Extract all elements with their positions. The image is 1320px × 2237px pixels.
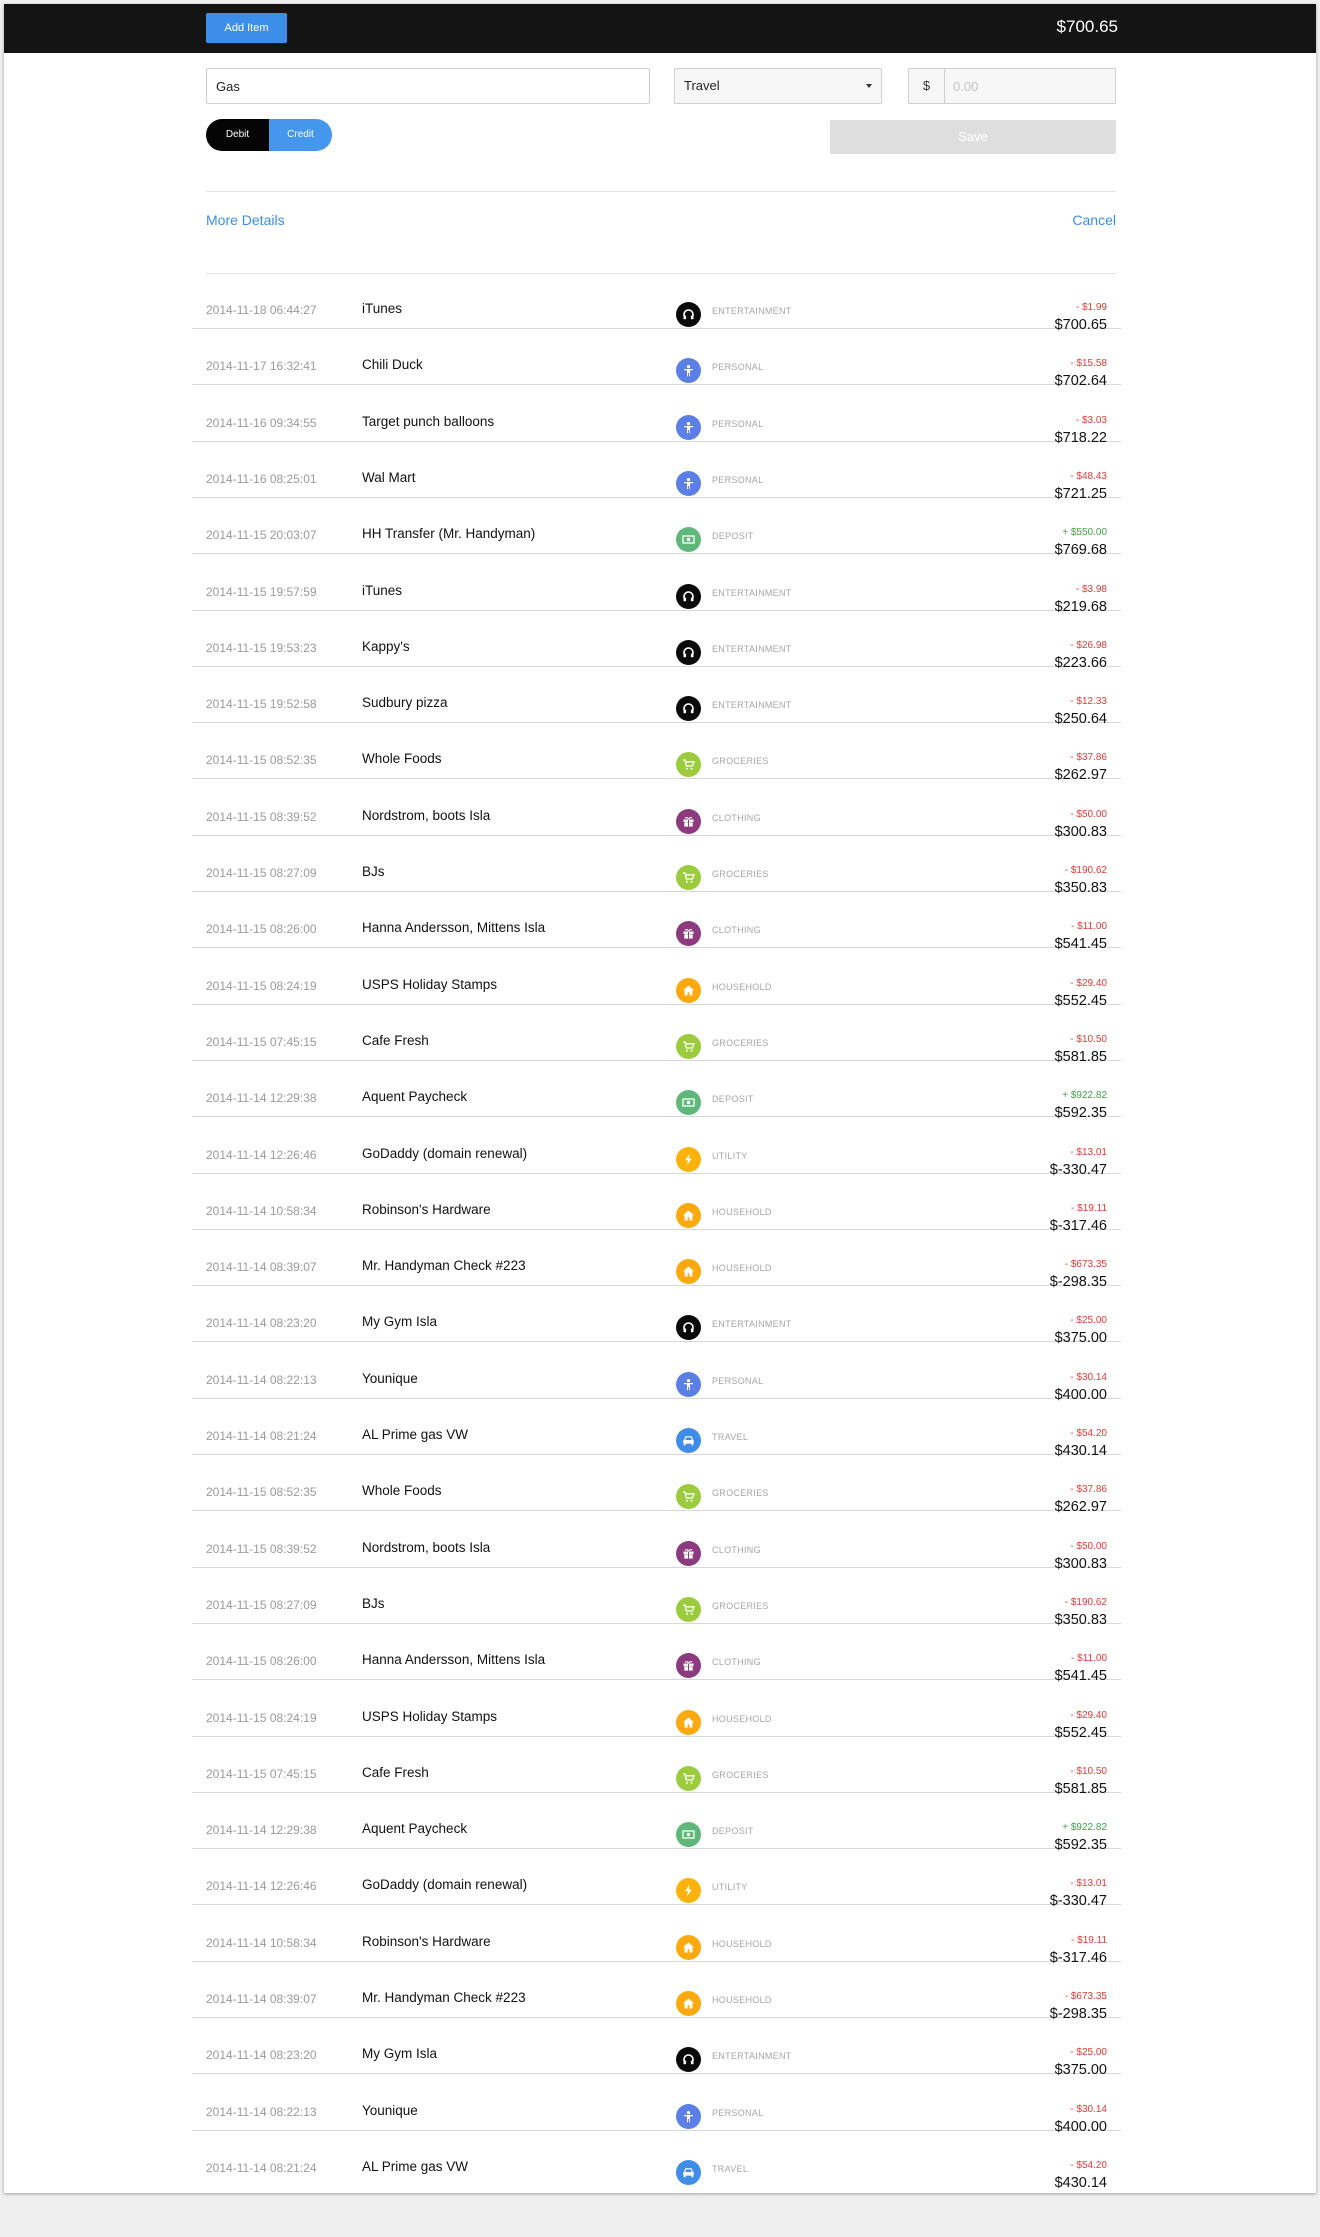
transaction-date: 2014-11-16 08:25:01 xyxy=(206,471,317,486)
debit-credit-toggle[interactable] xyxy=(206,119,332,151)
transaction-amount: - $50.00 xyxy=(1070,1540,1107,1552)
current-balance: $700.65 xyxy=(1056,17,1118,36)
transaction-date: 2014-11-15 07:45:15 xyxy=(206,1766,317,1781)
transaction-row[interactable] xyxy=(192,667,1121,728)
transaction-amount: - $1.99 xyxy=(1075,302,1107,313)
transaction-category: HOUSEHOLD xyxy=(712,1713,772,1724)
cart-icon xyxy=(676,1484,701,1509)
transaction-date: 2014-11-15 08:27:09 xyxy=(206,866,317,880)
transaction-date: 2014-11-17 16:32:41 xyxy=(206,359,317,374)
transaction-date: 2014-11-14 08:39:07 xyxy=(206,1260,317,1275)
running-balance: $702.64 xyxy=(1054,373,1107,390)
transaction-amount: - $13.01 xyxy=(1070,1146,1107,1158)
currency-addon: $ xyxy=(908,68,944,104)
transaction-row[interactable] xyxy=(192,1230,1121,1291)
transaction-description: Whole Foods xyxy=(362,1483,442,1499)
running-balance: $-330.47 xyxy=(1049,1893,1107,1910)
running-balance: $219.68 xyxy=(1054,598,1107,615)
transaction-amount: - $25.00 xyxy=(1070,1315,1107,1327)
transaction-row[interactable] xyxy=(192,836,1121,896)
transaction-date: 2014-11-15 08:52:35 xyxy=(206,1485,317,1500)
person-icon xyxy=(676,415,701,440)
transaction-description: My Gym Isla xyxy=(362,1314,438,1330)
person-icon xyxy=(676,2104,701,2129)
transaction-amount: - $54.20 xyxy=(1070,1428,1107,1439)
car-icon xyxy=(676,2160,701,2185)
transaction-description: Aquent Paycheck xyxy=(362,1821,468,1837)
credit-option[interactable]: Credit xyxy=(269,119,332,151)
home-icon xyxy=(676,1935,701,1960)
transaction-row[interactable] xyxy=(192,2075,1121,2135)
transaction-category: PERSONAL xyxy=(712,362,764,373)
transaction-row[interactable] xyxy=(192,1455,1121,1516)
transaction-description: iTunes xyxy=(362,582,403,598)
transaction-row[interactable] xyxy=(192,1174,1121,1234)
transaction-description: GoDaddy (domain renewal) xyxy=(362,1877,528,1893)
transaction-date: 2014-11-15 08:24:19 xyxy=(206,978,317,993)
transaction-date: 2014-11-15 19:53:23 xyxy=(206,640,317,655)
transaction-date: 2014-11-14 10:58:34 xyxy=(206,1203,317,1218)
transaction-row[interactable] xyxy=(192,329,1121,390)
cancel-link[interactable]: Cancel xyxy=(1072,212,1116,228)
transaction-description: Nordstrom, boots Isla xyxy=(362,807,491,823)
transaction-category: PERSONAL xyxy=(712,418,764,429)
transaction-category: CLOTHING xyxy=(712,812,761,823)
transaction-amount: - $673.35 xyxy=(1064,1259,1107,1271)
car-icon xyxy=(676,1428,701,1453)
running-balance: $-298.35 xyxy=(1049,1274,1107,1291)
running-balance: $700.65 xyxy=(1054,317,1107,333)
headphones-icon xyxy=(676,640,701,665)
transaction-date: 2014-11-14 10:58:34 xyxy=(206,1935,317,1950)
transaction-date: 2014-11-14 08:22:13 xyxy=(206,1372,317,1387)
transaction-date: 2014-11-14 12:29:38 xyxy=(206,1823,317,1838)
transaction-description: My Gym Isla xyxy=(362,2046,438,2062)
category-select[interactable] xyxy=(674,68,882,104)
transaction-row[interactable] xyxy=(192,1681,1121,1741)
transaction-category: PERSONAL xyxy=(712,474,764,485)
transaction-category: ENTERTAINMENT xyxy=(712,306,792,316)
running-balance: $592.35 xyxy=(1054,1837,1107,1854)
cash-icon xyxy=(676,1822,701,1847)
transaction-date: 2014-11-15 08:39:52 xyxy=(206,1541,317,1556)
transaction-category: ENTERTAINMENT xyxy=(712,587,792,598)
transaction-description: Robinson's Hardware xyxy=(362,1201,491,1217)
transaction-date: 2014-11-14 08:23:20 xyxy=(206,2048,317,2063)
transaction-category: HOUSEHOLD xyxy=(712,1263,772,1274)
transaction-date: 2014-11-15 08:26:00 xyxy=(206,1654,317,1669)
transaction-amount: - $11.00 xyxy=(1071,921,1107,933)
running-balance: $552.45 xyxy=(1054,992,1107,1009)
transaction-category: TRAVEL xyxy=(712,1432,749,1442)
transaction-category: UTILITY xyxy=(712,1150,748,1161)
transaction-amount: - $50.00 xyxy=(1070,808,1107,820)
transaction-row[interactable] xyxy=(192,498,1121,559)
transaction-category: ENTERTAINMENT xyxy=(712,700,792,711)
running-balance: $400.00 xyxy=(1054,2118,1107,2135)
transaction-description: Cafe Fresh xyxy=(362,1764,429,1780)
running-balance: $250.64 xyxy=(1054,711,1107,728)
cart-icon xyxy=(676,1034,701,1059)
transaction-row[interactable] xyxy=(192,1286,1121,1347)
gift-icon xyxy=(676,1541,701,1566)
transaction-description: USPS Holiday Stamps xyxy=(362,976,498,992)
headphones-icon xyxy=(676,696,701,721)
transaction-row[interactable] xyxy=(192,1624,1121,1685)
transaction-description: USPS Holiday Stamps xyxy=(362,1708,498,1724)
transaction-description: iTunes xyxy=(362,301,403,316)
transaction-amount: - $37.86 xyxy=(1070,752,1107,764)
transaction-amount: + $922.82 xyxy=(1062,1090,1107,1102)
running-balance: $-317.46 xyxy=(1049,1217,1107,1234)
home-icon xyxy=(676,1259,701,1284)
transaction-amount: - $190.62 xyxy=(1064,865,1107,876)
transaction-amount: - $10.50 xyxy=(1070,1765,1107,1777)
headphones-icon xyxy=(676,1315,701,1340)
transaction-category: TRAVEL xyxy=(712,2163,749,2174)
home-icon xyxy=(676,1710,701,1735)
transaction-date: 2014-11-14 12:26:46 xyxy=(206,1147,317,1162)
transaction-amount: - $29.40 xyxy=(1070,977,1107,989)
cart-icon xyxy=(676,1766,701,1791)
transaction-description: Whole Foods xyxy=(362,751,442,767)
debit-option[interactable]: Debit xyxy=(206,119,269,151)
transaction-description: BJs xyxy=(362,864,385,879)
transaction-description: Younique xyxy=(362,1370,418,1386)
transaction-amount: - $190.62 xyxy=(1064,1596,1107,1608)
transaction-amount: - $26.98 xyxy=(1070,639,1107,651)
transaction-row[interactable] xyxy=(192,1793,1121,1854)
transaction-category: GROCERIES xyxy=(712,1600,769,1611)
transaction-row[interactable] xyxy=(192,1849,1121,1910)
running-balance: $300.83 xyxy=(1054,823,1107,840)
transaction-amount: - $19.11 xyxy=(1071,1934,1107,1946)
transaction-amount: - $11.00 xyxy=(1071,1653,1107,1665)
transaction-category: GROCERIES xyxy=(712,869,769,879)
transaction-category: PERSONAL xyxy=(712,2107,764,2118)
transaction-amount: - $37.86 xyxy=(1070,1484,1107,1496)
cart-icon xyxy=(676,752,701,777)
transaction-description: AL Prime gas VW xyxy=(362,2158,469,2174)
transaction-category: GROCERIES xyxy=(712,1488,769,1499)
running-balance: $-317.46 xyxy=(1049,1949,1107,1966)
transaction-category: HOUSEHOLD xyxy=(712,1995,772,2005)
app-window xyxy=(4,4,1316,2193)
amount-input[interactable] xyxy=(944,68,1116,104)
transaction-amount: - $25.00 xyxy=(1070,2047,1107,2059)
running-balance: $430.14 xyxy=(1054,2174,1107,2191)
transaction-category: HOUSEHOLD xyxy=(712,981,772,992)
more-details-link[interactable]: More Details xyxy=(206,212,285,228)
transaction-date: 2014-11-18 06:44:27 xyxy=(206,303,317,317)
transaction-row[interactable] xyxy=(192,555,1121,615)
cash-icon xyxy=(676,527,701,552)
cash-icon xyxy=(676,1090,701,1115)
headphones-icon xyxy=(676,584,701,609)
transaction-row[interactable] xyxy=(192,1568,1121,1628)
transaction-date: 2014-11-14 08:21:24 xyxy=(206,1429,317,1443)
running-balance: $262.97 xyxy=(1054,1499,1107,1516)
transaction-date: 2014-11-14 08:21:24 xyxy=(206,2160,317,2175)
transaction-row[interactable] xyxy=(192,386,1121,446)
transaction-date: 2014-11-14 12:26:46 xyxy=(206,1879,317,1894)
transaction-row[interactable] xyxy=(192,1962,1121,2022)
top-bar xyxy=(4,4,1316,53)
transaction-row[interactable] xyxy=(192,1118,1121,1178)
transaction-amount: - $48.43 xyxy=(1070,470,1107,482)
gift-icon xyxy=(676,921,701,946)
transaction-date: 2014-11-14 12:29:38 xyxy=(206,1091,317,1106)
transaction-category: GROCERIES xyxy=(712,1769,769,1780)
transaction-amount: - $30.14 xyxy=(1070,1371,1107,1383)
running-balance: $262.97 xyxy=(1054,767,1107,784)
transaction-description: AL Prime gas VW xyxy=(362,1427,469,1442)
gift-icon xyxy=(676,809,701,834)
transaction-category: ENTERTAINMENT xyxy=(712,2051,792,2062)
transaction-row[interactable] xyxy=(192,1512,1121,1572)
running-balance: $223.66 xyxy=(1054,654,1107,671)
transaction-description: Sudbury pizza xyxy=(362,695,448,711)
transaction-row[interactable] xyxy=(192,442,1121,502)
headphones-icon xyxy=(676,2047,701,2072)
transaction-date: 2014-11-15 20:03:07 xyxy=(206,528,317,543)
transaction-description: Chili Duck xyxy=(362,357,423,373)
transaction-date: 2014-11-15 08:39:52 xyxy=(206,809,317,824)
transaction-category: CLOTHING xyxy=(712,1657,761,1668)
home-icon xyxy=(676,1991,701,2016)
running-balance: $-298.35 xyxy=(1049,2006,1107,2022)
running-balance: $721.25 xyxy=(1054,485,1107,502)
transaction-description: Robinson's Hardware xyxy=(362,1933,491,1949)
running-balance: $375.00 xyxy=(1054,2062,1107,2079)
transaction-description: Mr. Handyman Check #223 xyxy=(362,1258,526,1274)
transaction-description: Cafe Fresh xyxy=(362,1032,429,1048)
transaction-category: DEPOSIT xyxy=(712,1826,754,1837)
home-icon xyxy=(676,978,701,1003)
transaction-category: ENTERTAINMENT xyxy=(712,1319,792,1330)
running-balance: $300.83 xyxy=(1054,1555,1107,1572)
transaction-amount: - $3.98 xyxy=(1075,583,1107,595)
transaction-row[interactable] xyxy=(192,1061,1121,1122)
transaction-date: 2014-11-15 08:24:19 xyxy=(206,1710,317,1725)
transaction-description: Nordstrom, boots Isla xyxy=(362,1539,491,1555)
category-select-value: Travel xyxy=(684,78,720,93)
transaction-row[interactable] xyxy=(192,892,1121,953)
transaction-date: 2014-11-15 08:52:35 xyxy=(206,753,317,768)
running-balance: $350.83 xyxy=(1054,1611,1107,1628)
transaction-amount: + $550.00 xyxy=(1062,527,1107,539)
person-icon xyxy=(676,471,701,496)
running-balance: $769.68 xyxy=(1054,542,1107,559)
transaction-amount: - $10.50 xyxy=(1070,1033,1107,1045)
running-balance: $430.14 xyxy=(1054,1443,1107,1459)
transaction-description: HH Transfer (Mr. Handyman) xyxy=(362,526,536,542)
transaction-date: 2014-11-16 09:34:55 xyxy=(206,415,317,430)
transaction-category: GROCERIES xyxy=(712,1037,769,1048)
transaction-description: GoDaddy (domain renewal) xyxy=(362,1145,528,1161)
transaction-description: Hanna Andersson, Mittens Isla xyxy=(362,1652,546,1668)
transaction-description: Wal Mart xyxy=(362,469,416,485)
running-balance: $541.45 xyxy=(1054,1668,1107,1685)
transaction-category: CLOTHING xyxy=(712,925,761,936)
transaction-date: 2014-11-14 08:23:20 xyxy=(206,1316,317,1331)
running-balance: $350.83 xyxy=(1054,880,1107,896)
running-balance: $-330.47 xyxy=(1049,1161,1107,1178)
transaction-category: PERSONAL xyxy=(712,1375,764,1386)
running-balance: $375.00 xyxy=(1054,1330,1107,1347)
cart-icon xyxy=(676,1597,701,1622)
transaction-date: 2014-11-15 08:26:00 xyxy=(206,922,317,937)
transaction-description: Kappy's xyxy=(362,638,410,654)
transaction-row[interactable] xyxy=(192,1737,1121,1797)
transaction-row[interactable] xyxy=(192,1399,1121,1459)
save-button[interactable]: Save xyxy=(830,120,1116,154)
transaction-date: 2014-11-15 08:27:09 xyxy=(206,1597,317,1612)
transaction-date: 2014-11-14 08:39:07 xyxy=(206,1992,317,2006)
transaction-amount: - $15.58 xyxy=(1070,358,1107,370)
transaction-row[interactable] xyxy=(192,273,1121,333)
bolt-icon xyxy=(676,1878,701,1903)
running-balance: $400.00 xyxy=(1054,1386,1107,1403)
headphones-icon xyxy=(676,302,701,327)
home-icon xyxy=(676,1203,701,1228)
transaction-row[interactable] xyxy=(192,1906,1121,1966)
running-balance: $581.85 xyxy=(1054,1048,1107,1065)
cart-icon xyxy=(676,865,701,890)
transaction-date: 2014-11-15 07:45:15 xyxy=(206,1034,317,1049)
transaction-category: DEPOSIT xyxy=(712,531,754,542)
running-balance: $541.45 xyxy=(1054,936,1107,953)
bolt-icon xyxy=(676,1147,701,1172)
transaction-row[interactable] xyxy=(192,2018,1121,2079)
transaction-row[interactable] xyxy=(192,780,1121,840)
running-balance: $552.45 xyxy=(1054,1724,1107,1741)
transaction-description: Target punch balloons xyxy=(362,413,495,429)
transaction-category: HOUSEHOLD xyxy=(712,1938,772,1949)
running-balance: $718.22 xyxy=(1054,429,1107,446)
transaction-amount: + $922.82 xyxy=(1062,1822,1107,1834)
transaction-date: 2014-11-15 19:52:58 xyxy=(206,697,317,712)
transaction-date: 2014-11-15 19:57:59 xyxy=(206,584,317,599)
transaction-category: UTILITY xyxy=(712,1882,748,1893)
transaction-description: Mr. Handyman Check #223 xyxy=(362,1990,526,2005)
person-icon xyxy=(676,358,701,383)
transaction-amount: - $12.33 xyxy=(1070,696,1107,708)
gift-icon xyxy=(676,1653,701,1678)
transaction-amount: - $3.03 xyxy=(1075,414,1107,426)
transaction-row[interactable] xyxy=(192,1343,1121,1403)
caret-down-icon xyxy=(866,84,872,88)
transaction-date: 2014-11-14 08:22:13 xyxy=(206,2104,317,2119)
description-input[interactable] xyxy=(206,68,650,104)
transaction-amount: - $54.20 xyxy=(1070,2159,1107,2171)
running-balance: $592.35 xyxy=(1054,1105,1107,1122)
transaction-row[interactable] xyxy=(192,1005,1121,1065)
transaction-category: ENTERTAINMENT xyxy=(712,643,792,654)
person-icon xyxy=(676,1372,701,1397)
transaction-category: CLOTHING xyxy=(712,1544,761,1555)
transaction-amount: - $29.40 xyxy=(1070,1709,1107,1721)
running-balance: $581.85 xyxy=(1054,1780,1107,1797)
transaction-amount: - $673.35 xyxy=(1064,1991,1107,2002)
transaction-description: Hanna Andersson, Mittens Isla xyxy=(362,920,546,936)
transaction-description: Younique xyxy=(362,2102,418,2118)
transaction-row[interactable] xyxy=(192,2131,1121,2191)
transaction-amount: - $19.11 xyxy=(1071,1202,1107,1214)
divider xyxy=(206,191,1116,192)
transaction-category: HOUSEHOLD xyxy=(712,1206,772,1217)
transaction-amount: - $30.14 xyxy=(1070,2103,1107,2115)
transaction-description: BJs xyxy=(362,1595,385,1611)
transaction-category: DEPOSIT xyxy=(712,1094,754,1105)
transaction-category: GROCERIES xyxy=(712,756,769,767)
transaction-row[interactable] xyxy=(192,723,1121,784)
transaction-amount: - $13.01 xyxy=(1070,1878,1107,1890)
transaction-row[interactable] xyxy=(192,949,1121,1009)
transaction-description: Aquent Paycheck xyxy=(362,1089,468,1105)
add-item-button[interactable]: Add Item xyxy=(206,13,287,43)
transaction-row[interactable] xyxy=(192,611,1121,671)
